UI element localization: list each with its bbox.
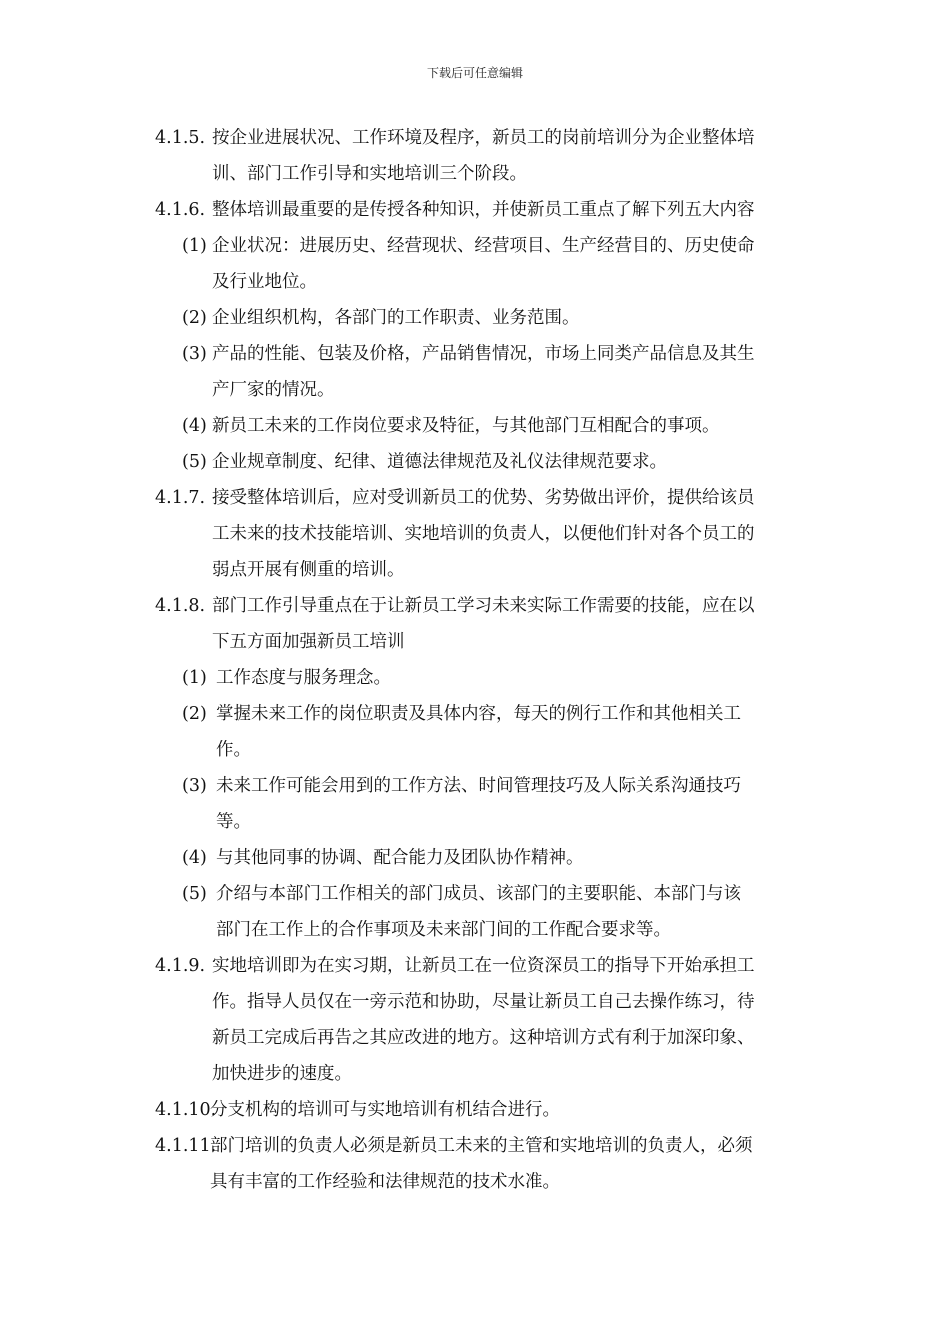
clause-text: 下五方面加强新员工培训 (212, 632, 405, 652)
sub-item-number: (2) (182, 704, 207, 724)
clause-number: 4.1.11. (155, 1136, 217, 1156)
sub-item-number: (2) (182, 308, 207, 328)
sub-item-number: (3) (182, 776, 207, 796)
clause-text: 弱点开展有侧重的培训。 (212, 560, 405, 580)
clause-text: 作。指导人员仅在一旁示范和协助，尽量让新员工自己去操作练习，待 (212, 992, 755, 1012)
sub-item-text: 企业规章制度、纪律、道德法律规范及礼仪法律规范要求。 (212, 452, 667, 472)
sub-item-text: 等。 (216, 812, 251, 832)
sub-item-text: 企业状况：进展历史、经营现状、经营项目、生产经营目的、历史使命 (212, 236, 755, 256)
clause-text: 整体培训最重要的是传授各种知识，并使新员工重点了解下列五大内容 (212, 200, 755, 220)
sub-item-number: (5) (182, 452, 207, 472)
clause-number: 4.1.5. (155, 128, 206, 148)
clause-text: 按企业进展状况、工作环境及程序，新员工的岗前培训分为企业整体培 (212, 128, 755, 148)
sub-item-text: 产厂家的情况。 (212, 380, 335, 400)
clause-text: 部门工作引导重点在于让新员工学习未来实际工作需要的技能，应在以 (212, 596, 755, 616)
clause-text: 具有丰富的工作经验和法律规范的技术水准。 (210, 1172, 560, 1192)
sub-item-text: 及行业地位。 (212, 272, 317, 292)
clause-number: 4.1.7. (155, 488, 206, 508)
sub-item-text: 掌握未来工作的岗位职责及具体内容，每天的例行工作和其他相关工 (216, 704, 741, 724)
clause-text: 训、部门工作引导和实地培训三个阶段。 (212, 164, 527, 184)
sub-item-number: (3) (182, 344, 207, 364)
sub-item-number: (4) (182, 416, 207, 436)
sub-item-number: (4) (182, 848, 207, 868)
clause-text: 新员工完成后再告之其应改进的地方。这种培训方式有利于加深印象、 (212, 1028, 755, 1048)
sub-item-text: 新员工未来的工作岗位要求及特征，与其他部门互相配合的事项。 (212, 416, 720, 436)
clause-text: 实地培训即为在实习期，让新员工在一位资深员工的指导下开始承担工 (212, 956, 755, 976)
clause-text: 工未来的技术技能培训、实地培训的负责人，以便他们针对各个员工的 (212, 524, 755, 544)
sub-item-text: 产品的性能、包装及价格，产品销售情况，市场上同类产品信息及其生 (212, 344, 755, 364)
clause-number: 4.1.6. (155, 200, 206, 220)
clause-text: 分支机构的培训可与实地培训有机结合进行。 (210, 1100, 560, 1120)
sub-item-text: 介绍与本部门工作相关的部门成员、该部门的主要职能、本部门与该 (216, 884, 741, 904)
sub-item-number: (1) (182, 668, 207, 688)
page-header: 下载后可任意编辑 (426, 66, 523, 80)
sub-item-text: 部门在工作上的合作事项及未来部门间的工作配合要求等。 (216, 920, 671, 940)
sub-item-text: 与其他同事的协调、配合能力及团队协作精神。 (216, 848, 584, 868)
sub-item-text: 工作态度与服务理念。 (216, 668, 391, 688)
clause-number: 4.1.10. (155, 1100, 217, 1120)
clause-text: 部门培训的负责人必须是新员工未来的主管和实地培训的负责人，必须 (210, 1136, 753, 1156)
sub-item-number: (5) (182, 884, 207, 904)
clause-text: 加快进步的速度。 (212, 1064, 352, 1084)
clause-number: 4.1.9. (155, 956, 206, 976)
clause-number: 4.1.8. (155, 596, 206, 616)
sub-item-text: 作。 (216, 740, 251, 760)
sub-item-number: (1) (182, 236, 207, 256)
sub-item-text: 企业组织机构，各部门的工作职责、业务范围。 (212, 308, 580, 328)
sub-item-text: 未来工作可能会用到的工作方法、时间管理技巧及人际关系沟通技巧 (216, 776, 741, 796)
clause-text: 接受整体培训后，应对受训新员工的优势、劣势做出评价，提供给该员 (212, 488, 755, 508)
